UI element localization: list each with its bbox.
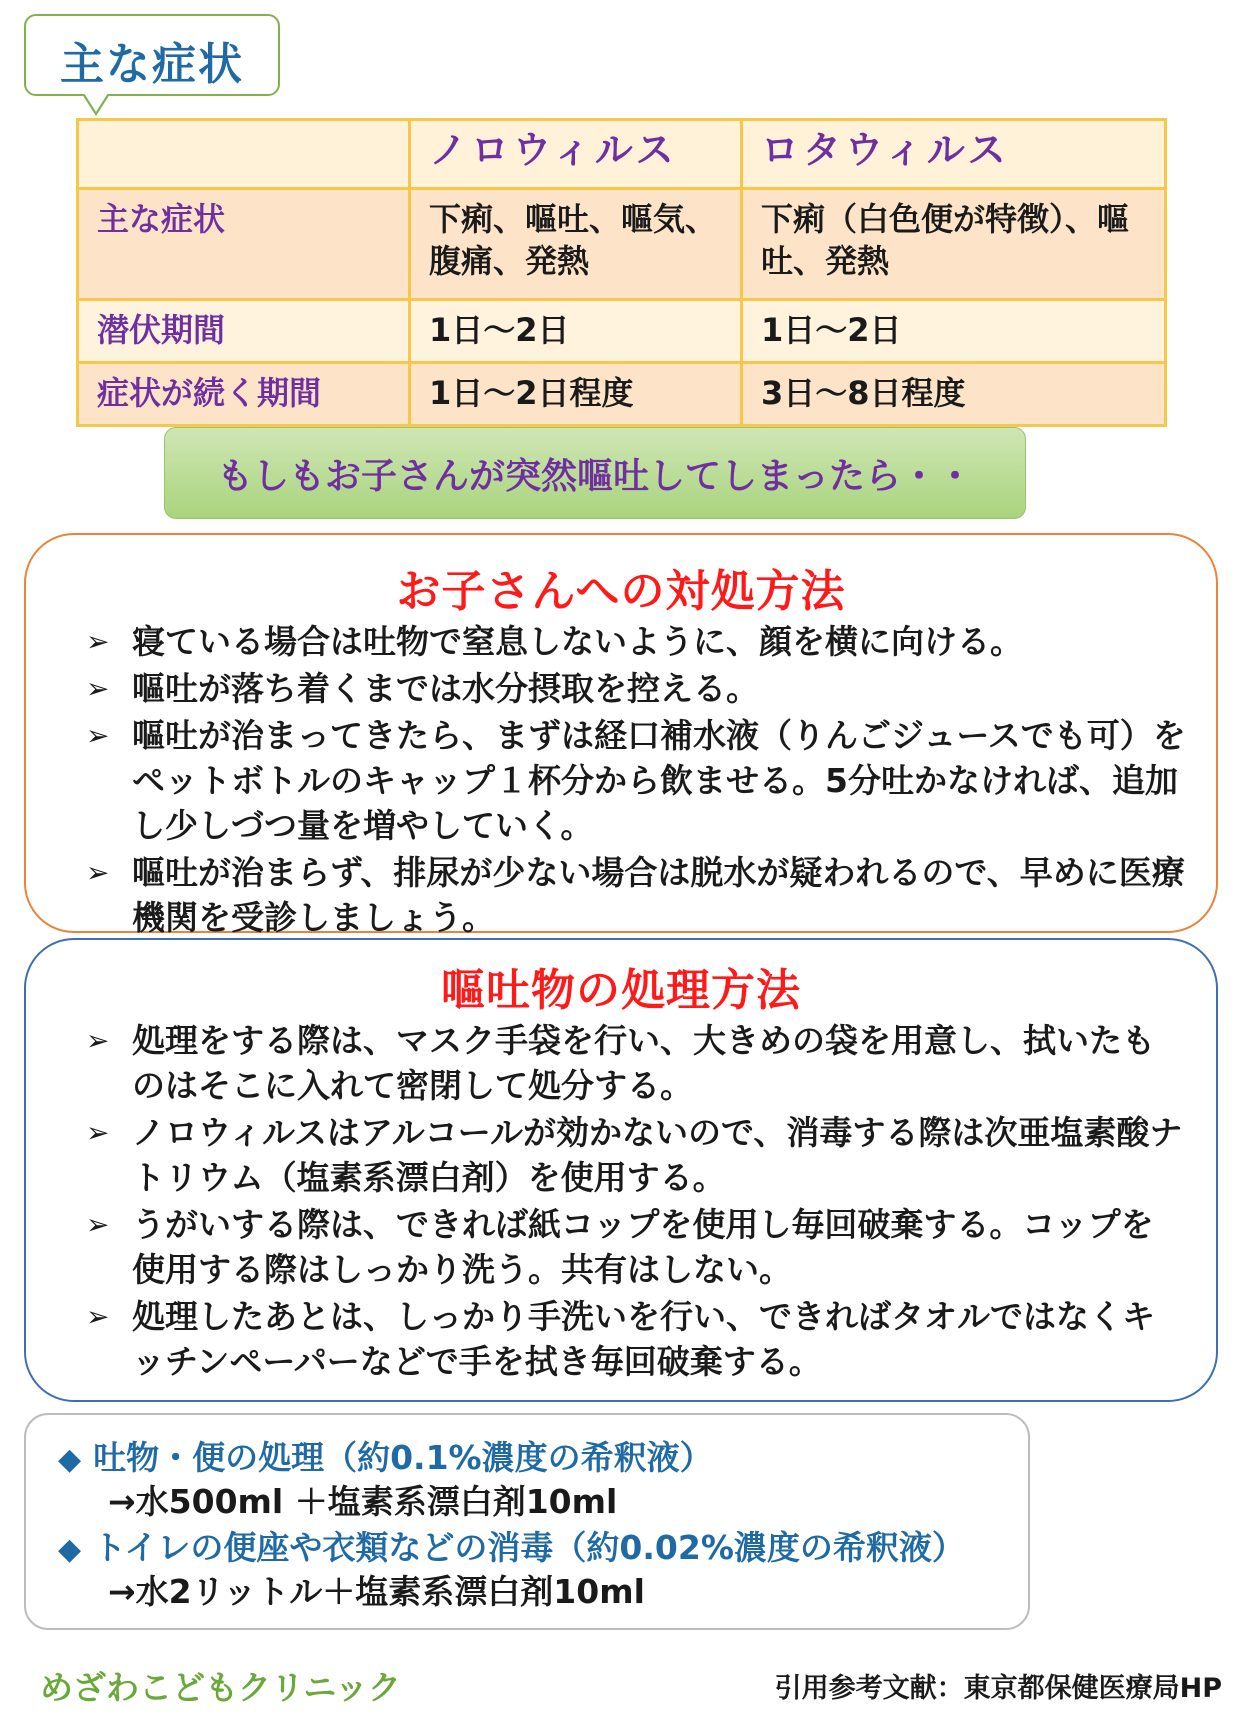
diamond-bullet-icon: ◆ xyxy=(58,1442,82,1477)
list-item: ➢ 処理したあとは、しっかり手洗いを行い、できればタオルではなくキッチンペーパーなどで手を拭き毎回破棄する。 xyxy=(72,1294,1216,1384)
clinic-name: めざわこどもクリニック xyxy=(40,1668,402,1707)
list-item: ➢ 嘔吐が治まらず、排尿が少ない場合は脱水が疑われるので、早めに医療機関を受診しましょう。 xyxy=(72,850,1216,940)
list-item: ➢ 寝ている場合は吐物で窒息しないように、顔を横に向ける。 xyxy=(72,619,1216,664)
section-title: お子さんへの対処方法 xyxy=(396,566,846,617)
recipe-item xyxy=(58,1527,965,1613)
recipe-title: トイレの便座や衣類などの消毒（約0.02%濃度の希釈液） xyxy=(93,1528,965,1567)
title-bubble xyxy=(24,14,280,96)
recipe-formula: →水500ml ＋塩素系漂白剤10ml xyxy=(108,1482,618,1521)
section-title: 嘔吐物の処理方法 xyxy=(441,965,801,1016)
table-row xyxy=(78,300,1166,363)
arrowhead-bullet-icon: ➢ xyxy=(86,1300,110,1333)
table-header-rotavirus: ロタウィルス xyxy=(742,120,1166,189)
list-item: ➢ 嘔吐が治まってきたら、まずは経口補水液（りんごジュースでも可）をペットボトルのキャップ１杯分から飲ませる。5分吐かなければ、追加し少しづつ量を増やしていく。 xyxy=(72,713,1216,848)
recipe-formula: →水2リットル＋塩素系漂白剤10ml xyxy=(108,1572,645,1611)
row-label: 主な症状 xyxy=(78,189,410,300)
symptom-comparison-table xyxy=(76,118,1167,427)
table-cell: 下痢（白色便が特徴）、嘔吐、発熱 xyxy=(742,189,1166,300)
list-item: ➢ 嘔吐が落ち着くまでは水分摂取を控える。 xyxy=(72,666,1216,711)
table-cell: 1日～2日 xyxy=(410,300,742,363)
table-row xyxy=(78,189,1166,300)
care-list xyxy=(26,619,1216,940)
child-care-section xyxy=(24,533,1218,937)
arrowhead-bullet-icon: ➢ xyxy=(86,625,110,658)
row-label: 症状が続く期間 xyxy=(78,363,410,426)
page-title: 主な症状 xyxy=(60,39,244,90)
arrowhead-bullet-icon: ➢ xyxy=(86,1208,110,1241)
dilution-recipes xyxy=(24,1413,1030,1630)
list-item: ➢ うがいする際は、できれば紙コップを使用し毎回破棄する。コップを使用する際はしっかり洗う。共有はしない。 xyxy=(72,1202,1216,1292)
arrowhead-bullet-icon: ➢ xyxy=(86,1024,110,1057)
table-cell: 下痢、嘔吐、嘔気、腹痛、発熱 xyxy=(410,189,742,300)
recipe-title: 吐物・便の処理（約0.1%濃度の希釈液） xyxy=(93,1438,713,1477)
table-row xyxy=(78,363,1166,426)
table-cell: 1日～2日 xyxy=(742,300,1166,363)
row-label: 潜伏期間 xyxy=(78,300,410,363)
disposal-list xyxy=(26,1018,1216,1384)
arrowhead-bullet-icon: ➢ xyxy=(86,672,110,705)
arrowhead-bullet-icon: ➢ xyxy=(86,1116,110,1149)
vomit-disposal-section xyxy=(24,938,1218,1402)
table-header-cell xyxy=(78,120,410,189)
table-cell: 3日～8日程度 xyxy=(742,363,1166,426)
recipe-item xyxy=(58,1437,713,1523)
table-cell: 1日～2日程度 xyxy=(410,363,742,426)
table-header-norovirus: ノロウィルス xyxy=(410,120,742,189)
list-item: ➢ 処理をする際は、マスク手袋を行い、大きめの袋を用意し、拭いたものはそこに入れて密閉して処分する。 xyxy=(72,1018,1216,1108)
reference-note: 引用参考文献：東京都保健医療局HP xyxy=(774,1673,1222,1704)
arrowhead-bullet-icon: ➢ xyxy=(86,719,110,752)
list-item: ➢ ノロウィルスはアルコールが効かないので、消毒する際は次亜塩素酸ナトリウム（塩素系漂白剤）を使用する。 xyxy=(72,1110,1216,1200)
vomiting-banner: もしもお子さんが突然嘔吐してしまったら・・ xyxy=(164,427,1026,519)
arrowhead-bullet-icon: ➢ xyxy=(86,856,110,889)
table-header-row xyxy=(78,120,1166,189)
diamond-bullet-icon: ◆ xyxy=(58,1532,82,1567)
